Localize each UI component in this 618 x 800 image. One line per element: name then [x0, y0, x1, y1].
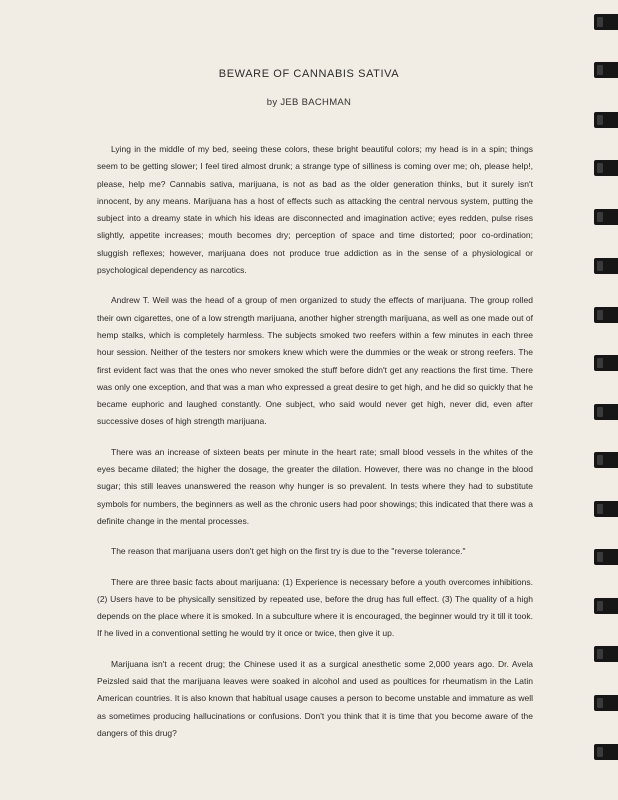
paragraph: Lying in the middle of my bed, seeing these colors, these bright beautiful colors; my head is in a spin; things seem to be getting slower; I feel tired almost drunk; a strange type of silliness is coming over me; oh, please help!, please, help me? Cannabis sativa, marijuana, is not as bad as the older generation thinks, but it surely isn't innocent, by any means. Marijuana has a host of effects such as attacking the central nervous system, putting the subject into a dreamy state in which his ideas are disconnected and imagination active; eyes redden, pulse rises slightly, appetite increases; mouth becomes dry; perception of space and time distorted; poor co-ordination; sluggish reflexes; however, marijuana does not produce true addiction as in the sense of a physiological or psychological dependency as narcotics. — [97, 144, 533, 276]
paragraph: Marijuana isn't a recent drug; the Chinese used it as a surgical anesthetic some 2,000 years ago. Dr. Avela Peizsled said that the marijuana leaves were soaked in alcohol and used as poultices for rheumatism in the Latin American countries. It is also known that habitual usage causes a person to become unstable and immature as well as sometimes producing hallucinations or confusions. Don't you think that it is time that you become aware of the dangers of this drug? — [97, 658, 533, 738]
binding-ring — [594, 112, 618, 128]
paragraph: There was an increase of sixteen beats per minute in the heart rate; small blood vessels in the whites of the eyes became dilated; the higher the dosage, the greater the dilation. However, there was no change in the blood sugar; this still leaves unanswered the reason why hunger is so prevalent. In tests where they had to substitute symbols for numbers, the beginners as well as the chronic users had poor showings; this indicated that there was a definite change in the mental processes. — [97, 446, 533, 526]
paragraph: There are three basic facts about marijuana: (1) Experience is necessary before a youth overcomes inhibitions. (2) Users have to be physically sensitized by repeated use, before the drug has full effect. (3) The quality of a high depends on the place where it is smoked. In a subculture where it is encouraged, the beginner would try it till it took. If he lived in a conventional setting he would try it once or twice, then give it up. — [97, 576, 533, 639]
article-body — [97, 141, 533, 755]
binding-ring — [594, 160, 618, 176]
article-title: BEWARE OF CANNABIS SATIVA — [218, 68, 400, 80]
binding-ring — [594, 452, 618, 468]
binding-ring — [594, 404, 618, 420]
binding-ring — [594, 355, 618, 371]
paragraph: Andrew T. Weil was the head of a group of men organized to study the effects of marijuana. The group rolled their own cigarettes, one of a low strength marijuana, another higher strength marijuana, as well as one made out of hemp stalks, which is completely harmless. The subjects smoked two reefers within a few minutes in each three hour session. Neither of the testers nor smokers knew which were the dummies or the weak or strong reefers. The first evident fact was that the ones who never smoked the stuff before didn't get any reactions the first time. There was only one exception, and that was a man who expressed a great desire to get high, and he did so quickly that he became euphoric and laughed constantly. One subject, who said would never get high, never did, even after successive doses of high strength marijuana. — [97, 295, 533, 427]
binding-ring — [594, 501, 618, 517]
binding-ring — [594, 695, 618, 711]
article-byline: by JEB BACHMAN — [266, 97, 352, 108]
binding-ring — [594, 209, 618, 225]
binding-ring — [594, 646, 618, 662]
binding-ring — [594, 307, 618, 323]
binding-ring — [594, 14, 618, 30]
spiral-binding — [592, 0, 618, 800]
binding-ring — [594, 258, 618, 274]
paragraph: The reason that marijuana users don't get high on the first try is due to the "reverse tolerance." — [111, 546, 466, 557]
binding-ring — [594, 549, 618, 565]
binding-ring — [594, 744, 618, 760]
binding-ring — [594, 598, 618, 614]
